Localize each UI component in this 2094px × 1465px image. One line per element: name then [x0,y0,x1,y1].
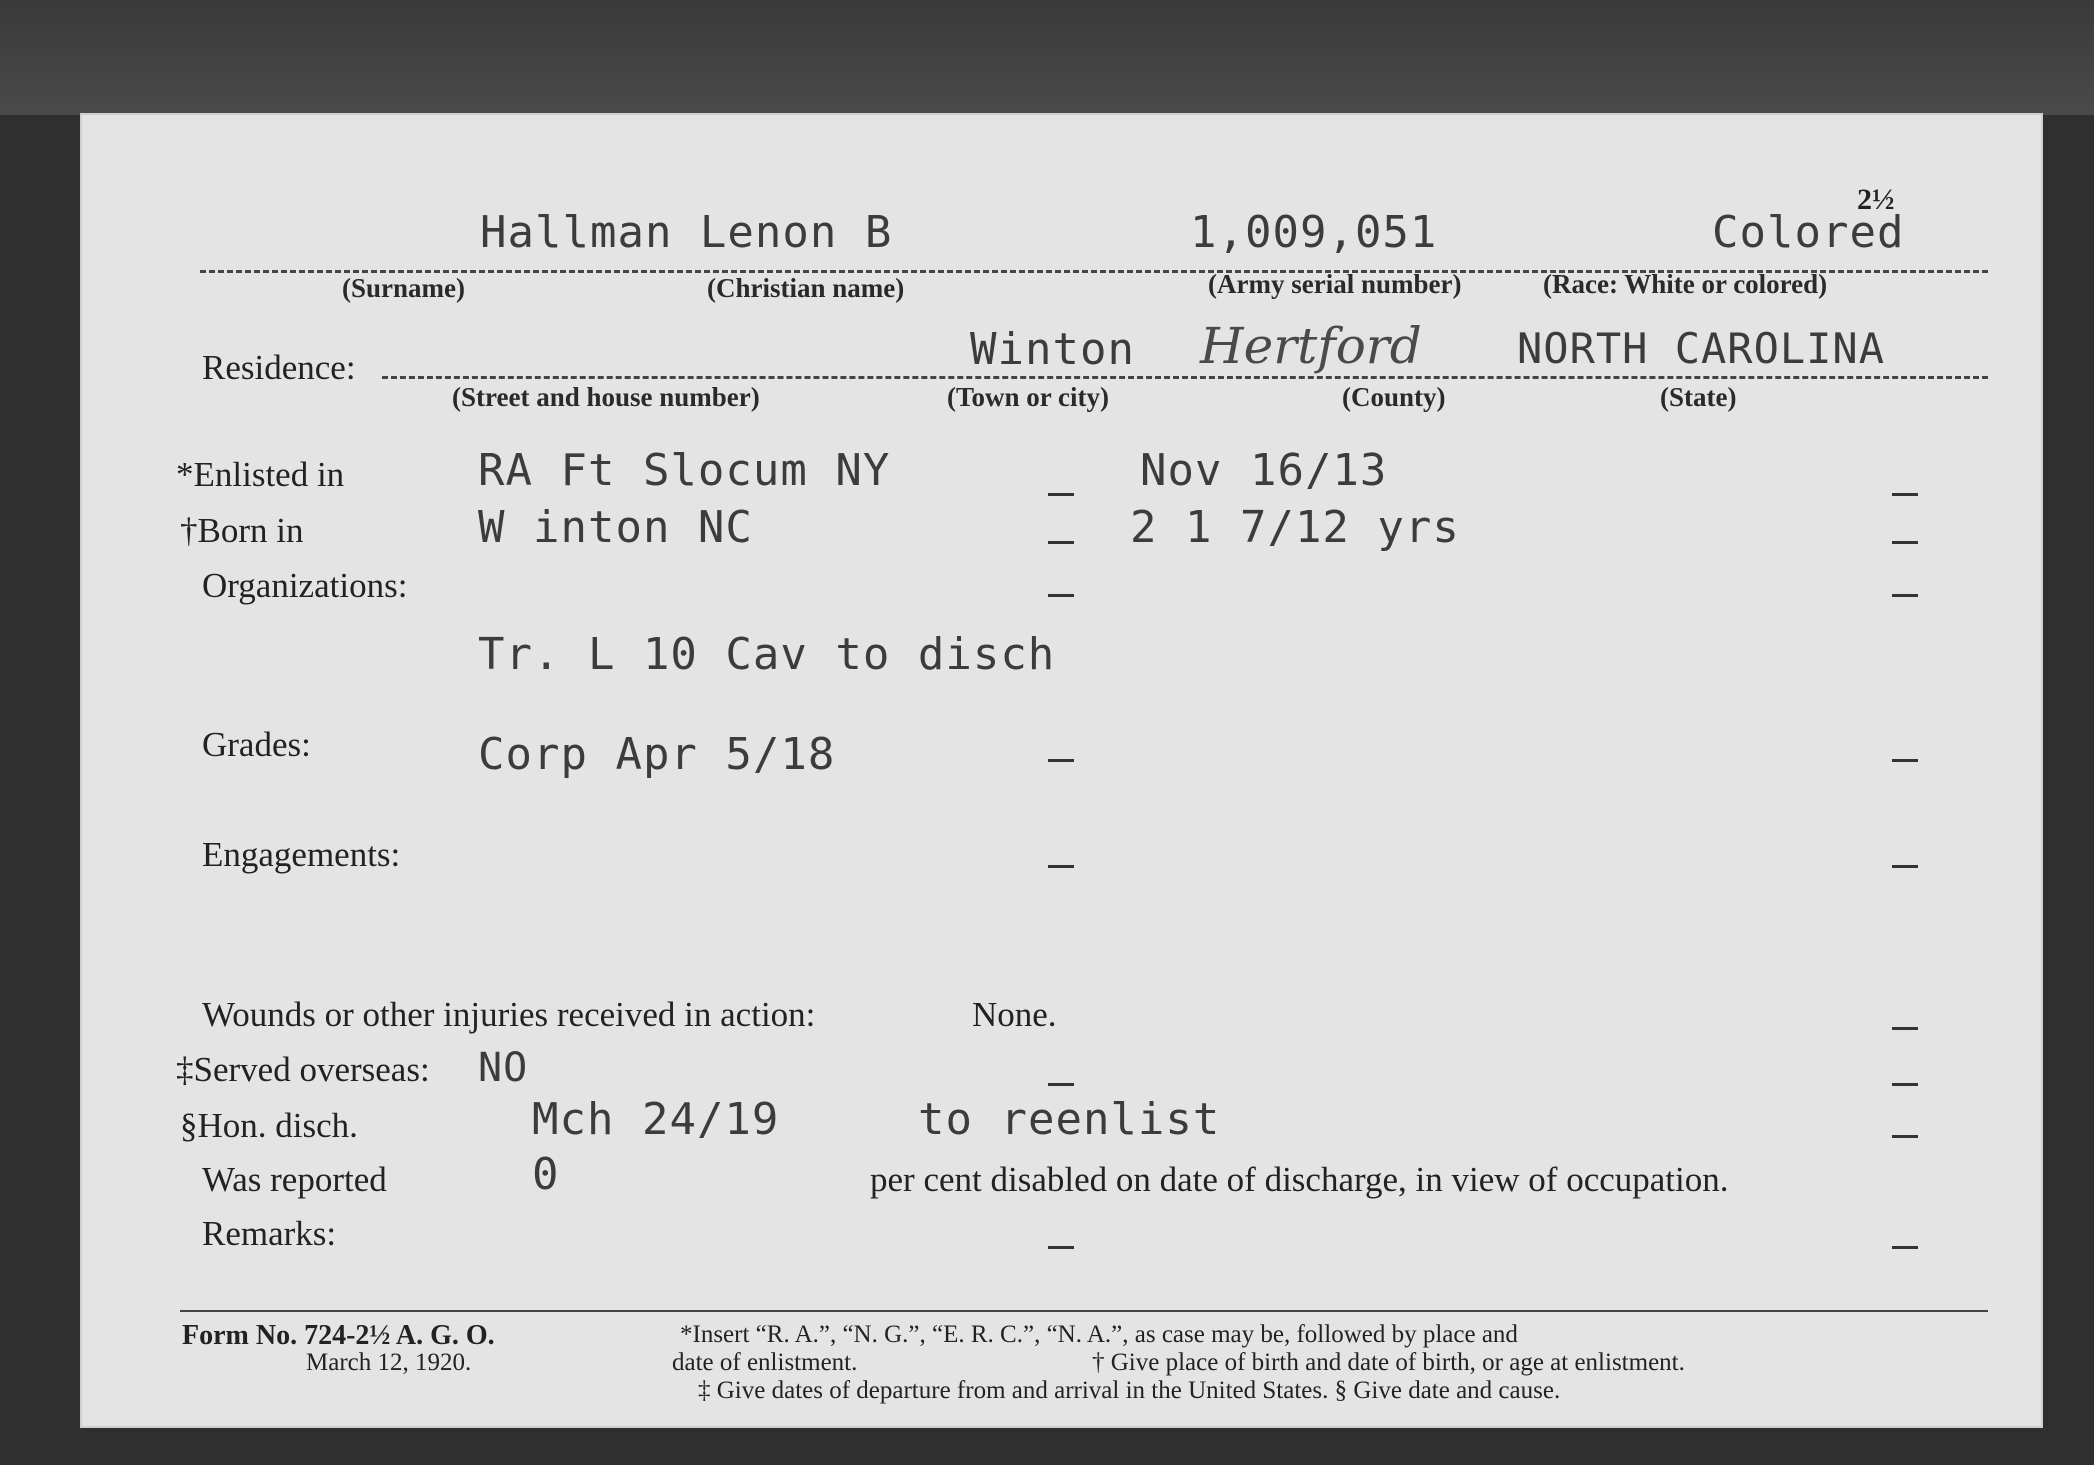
served-overseas-label: ‡Served overseas: [176,1050,430,1089]
wounds-label: Wounds or other injuries received in action: [202,995,816,1034]
remarks-label: Remarks: [202,1214,337,1253]
organizations-label: Organizations: [202,566,408,605]
enlisted-place-value: RA Ft Slocum NY [478,445,891,496]
fraction-mark: 2½ [1857,183,1895,216]
dash [1892,594,1918,597]
dash [1892,493,1918,496]
race-value: Colored [1712,207,1905,258]
dash [1048,1083,1074,1086]
residence-label: Residence: [202,348,356,387]
form-number: Form No. 724-2½ A. G. O. [182,1320,495,1351]
serial-number-value: 1,009,051 [1190,207,1438,258]
caption-race: (Race: White or colored) [1543,269,1828,299]
caption-surname: (Surname) [342,273,465,303]
dash [1048,759,1074,762]
dash [1048,594,1074,597]
form-date: March 12, 1920. [306,1349,472,1376]
dash [1048,493,1074,496]
enlisted-date-value: Nov 16/13 [1140,445,1388,496]
footnote-enlistment-cont: date of enlistment. [672,1349,858,1376]
served-overseas-value: NO [478,1045,529,1091]
born-label: †Born in [180,511,304,550]
born-place-value: W inton NC [478,502,753,553]
was-reported-label: Was reported [202,1160,387,1199]
dash [1048,541,1074,544]
state-value: NORTH CAROLINA [1517,324,1886,373]
caption-christian-name: (Christian name) [707,273,905,303]
hon-disch-date-value: Mch 24/19 [532,1094,780,1145]
hon-disch-reason-value: to reenlist [918,1094,1221,1145]
footer-rule [180,1310,1988,1312]
dash [1892,1083,1918,1086]
caption-county: (County) [1342,382,1446,412]
organization-value: Tr. L 10 Cav to disch [478,629,1056,680]
enlisted-label: *Enlisted in [176,455,345,494]
dash [1048,1246,1074,1249]
footnote-overseas-discharge: ‡ Give dates of departure from and arrival in the United States. § Give date and cause. [698,1377,1561,1404]
residence-rule [382,376,1988,379]
caption-town: (Town or city) [947,382,1109,412]
grade-value: Corp Apr 5/18 [478,729,836,780]
scanner-background [0,0,2094,115]
surname-value: Hallman Lenon B [480,207,893,258]
dash [1892,1135,1918,1138]
caption-serial: (Army serial number) [1208,269,1462,299]
dash [1892,541,1918,544]
caption-state: (State) [1660,382,1737,412]
dash [1892,1027,1918,1030]
county-value-handwritten: Hertford [1200,317,1422,375]
hon-disch-label: §Hon. disch. [180,1106,358,1145]
born-age-value: 2 1 7/12 yrs [1130,502,1460,553]
dash [1048,865,1074,868]
percent-disabled-text: per cent disabled on date of discharge, in view of occupation. [870,1160,1729,1199]
dash [1892,865,1918,868]
dash [1892,1246,1918,1249]
dash [1892,759,1918,762]
grades-label: Grades: [202,725,311,764]
caption-street: (Street and house number) [452,382,760,412]
footnote-enlistment: *Insert “R. A.”, “N. G.”, “E. R. C.”, “N. A.”, as case may be, followed by place and [680,1321,1518,1348]
wounds-value: None. [972,995,1057,1034]
engagements-label: Engagements: [202,835,401,874]
town-value: Winton [970,324,1135,375]
reported-percent-value: 0 [532,1149,560,1200]
footnote-birth: † Give place of birth and date of birth, or age at enlistment. [1092,1349,1685,1376]
service-record-card [80,113,2043,1428]
